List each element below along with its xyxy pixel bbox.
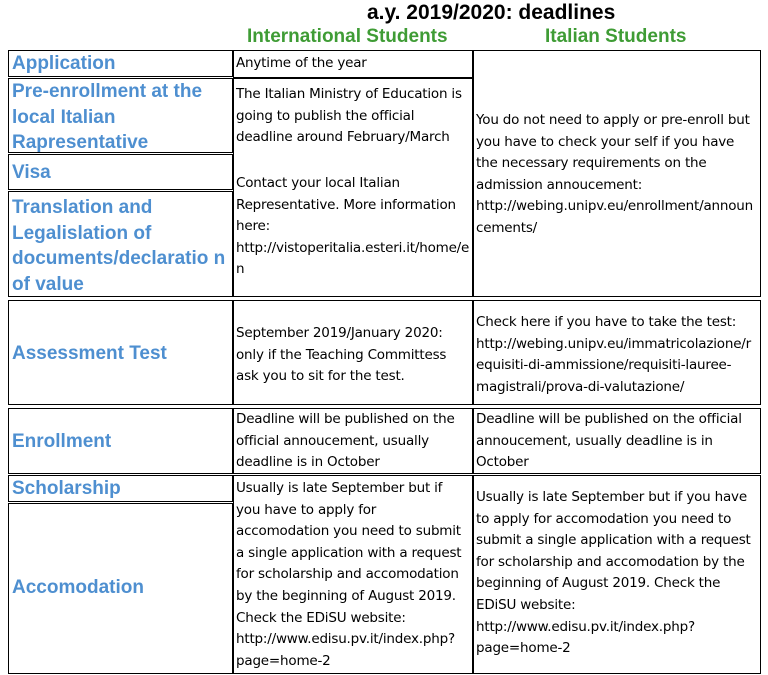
page-title: a.y. 2019/2020: deadlines <box>367 1 616 24</box>
ital-scholarship-accomodation-text: Usually is late September but if you have to apply for accomodation you need to submit a single application with a request for scholarship and accomodation by the beginning of August 2019. Check the EDiSU website: http://www.edisu.pv.it/index.php?page=home-2 <box>476 489 751 657</box>
ital-enrollment-text: Deadline will be published on the official annoucement, usually deadline is in October <box>476 411 742 471</box>
ital-preadmission-text: You do not need to apply or pre-enroll but you have to check your self if you have the necessary requirements on the admission annoucement: http://webing.unipv.eu/enrollment/announcements/ <box>476 112 754 236</box>
row-label-application: Application <box>12 53 116 74</box>
row-label-translation: Translation and Legalislation of documents/declaratio n of value <box>12 197 226 295</box>
intl-assessment-text: September 2019/January 2020: only if the Teaching Committess ask you to sit for the test. <box>236 325 447 385</box>
row-label-visa: Visa <box>12 162 51 183</box>
row-label-preenrollment: Pre-enrollment at the local Italian Rapresentative <box>12 81 203 153</box>
ital-assessment-text: Check here if you have to take the test: http://webing.unipv.eu/immatricolazione/requisiti-di-ammissione/requisiti-lauree-magistrali/prova-di-valutazione/ <box>476 314 751 395</box>
intl-enrollment-text: Deadline will be published on the official annoucement, usually deadline is in October <box>236 411 455 471</box>
intl-preenrollment-text: The Italian Ministry of Education is going to publish the official deadline around February/March <box>236 86 462 146</box>
page-title-bar <box>0 0 768 28</box>
intl-visa-translation-text: Contact your local Italian Representative. More information here: http://vistoperitalia.esteri.it/home/en <box>236 175 470 278</box>
row-label-enrollment: Enrollment <box>12 431 112 452</box>
column-header-international: International Students <box>247 26 448 47</box>
row-label-scholarship: Scholarship <box>12 478 121 499</box>
column-header-italian: Italian Students <box>545 26 687 47</box>
intl-scholarship-accomodation-text: Usually is late September but if you have to apply for accomodation you need to submit a single application with a request for scholarship and accomodation by the beginning of August 2019. Check the EDiSU website: http://www.edisu.pv.it/index.php?page=home-2 <box>236 480 462 669</box>
intl-application-text: Anytime of the year <box>236 55 367 71</box>
row-label-assessment: Assessment Test <box>12 343 167 364</box>
row-label-accomodation: Accomodation <box>12 577 144 598</box>
